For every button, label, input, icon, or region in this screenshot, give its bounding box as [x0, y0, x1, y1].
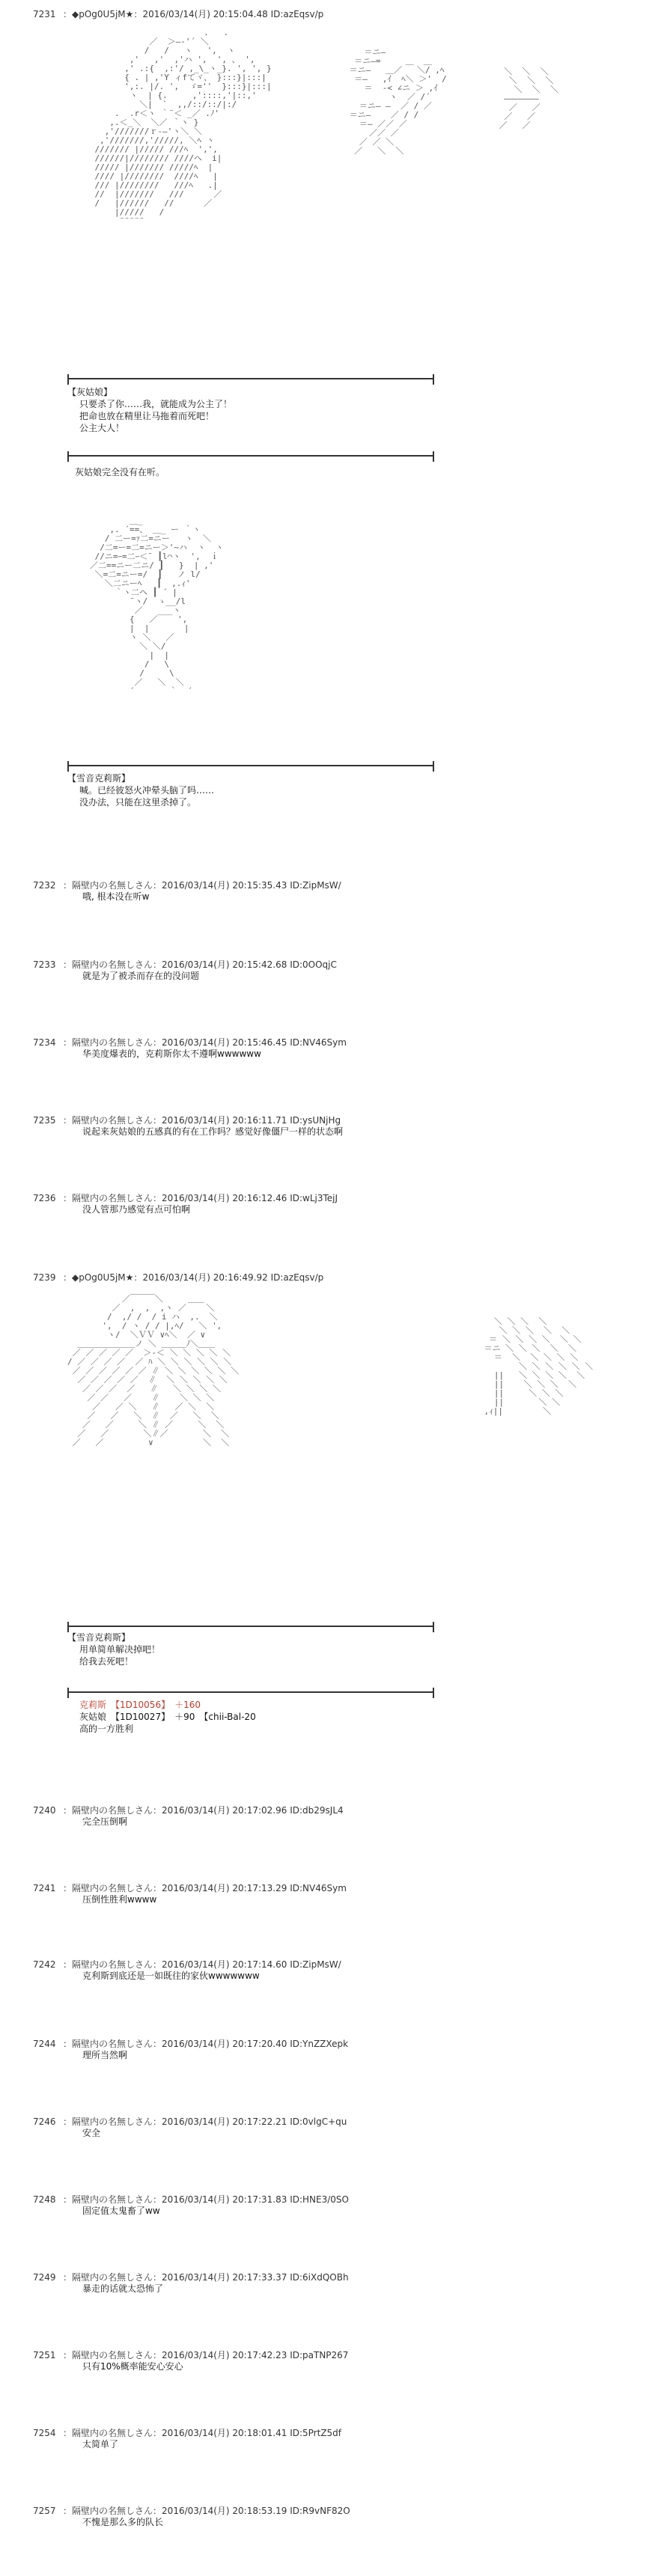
post-number[interactable]: 7234: [33, 1037, 56, 1048]
post-number[interactable]: 7233: [33, 959, 56, 970]
post-header: 7242 ：隔壁内の名無しさん：2016/03/14(月) 20:17:14.60 ID:ZipMsW/: [33, 1959, 341, 1970]
dialogue-box: [67, 1632, 160, 1667]
poster-name: 隔壁内の名無しさん: [72, 2272, 153, 2283]
dice-total: ＋160: [174, 1700, 201, 1710]
poster-name: 隔壁内の名無しさん: [72, 1883, 153, 1893]
poster-id[interactable]: ID:YnZZXepk: [290, 2039, 349, 2049]
post-number[interactable]: 7257: [33, 2506, 56, 2516]
post-date: 2016/03/14(月) 20:17:33.37: [162, 2272, 287, 2283]
post-date: 2016/03/14(月) 20:17:02.96: [162, 1805, 287, 1816]
poster-id[interactable]: ID:db29sJL4: [290, 1805, 344, 1816]
dice-name: 克莉斯: [79, 1700, 107, 1710]
post-number[interactable]: 7244: [33, 2039, 56, 2049]
poster-id[interactable]: ID:5PrtZ5df: [290, 2428, 342, 2438]
poster-id[interactable]: ID:ZipMsW/: [290, 1959, 341, 1970]
post-number[interactable]: 7239: [33, 1272, 56, 1283]
post-body: 说起来灰姑娘的五感真的有在工作吗？感觉好像僵尸一样的状态啊: [82, 1126, 344, 1137]
dialogue-line: 把命也放在精里让马拖着而死吧！: [79, 411, 215, 421]
post-body: 压倒性胜利wwww: [82, 1894, 157, 1905]
poster-name: 隔壁内の名無しさん: [72, 1037, 153, 1048]
post-number[interactable]: 7236: [33, 1193, 56, 1203]
post-header: 7233 ：隔壁内の名無しさん：2016/03/14(月) 20:15:42.68 ID:0OOqjC: [33, 959, 337, 970]
post-date: 2016/03/14(月) 20:17:22.21: [162, 2116, 287, 2127]
dialogue-line: 没办法，只能在这里杀掉了。: [79, 797, 197, 808]
aa-battle-scene-right: ＼ ＼ ＼ ＼ ＼ ＼ ＼ ＼ ＼ ＝ ＼ ＼ ＼ ＼ ＼ ＼ ＝ニ ＼ ＼ ＼ ＼ ＼ ＝ ＼ ＼ ＼ ＼ ＼ ＼ ＼ ＼ ＼ ＼ ＼ || ＼ ＼ ＼ ＼ ＼ || ＼ ＼ ＼ ＼ || ＼ ＼ ＼ || ＼ ＼ ,ｨ|| ＼: [484, 1316, 594, 1416]
poster-id[interactable]: ID:6iXdQOBh: [290, 2272, 349, 2283]
post-header: 7236 ：隔壁内の名無しさん：2016/03/14(月) 20:16:12.46 ID:wLj3TejJ: [33, 1193, 338, 1203]
dice-row-chris: [79, 1699, 256, 1711]
dialogue-line: 公主大人！: [79, 423, 125, 433]
post-number[interactable]: 7235: [33, 1115, 56, 1126]
post-body: 华美度爆表的，克莉斯你太不遵啊wwwwww: [82, 1049, 261, 1059]
post-header: 7241 ：隔壁内の名無しさん：2016/03/14(月) 20:17:13.29 ID:NV46Sym: [33, 1883, 347, 1893]
poster-name: 隔壁内の名無しさん: [72, 1193, 153, 1203]
post-header: 7239 ：◆pOg0U5jM★：2016/03/14(月) 20:16:49.92 ID:azEqsv/p: [33, 1272, 324, 1283]
dialogue-line: 喊。已经彼怒火冲晕头脑了吗……: [79, 785, 215, 796]
poster-id[interactable]: ID:0vlgC+qu: [290, 2116, 347, 2127]
post-date: 2016/03/14(月) 20:18:53.19: [162, 2506, 287, 2516]
dice-roll: 【1D10027】: [115, 1712, 166, 1722]
speaker-label: 【灰姑娘】: [67, 387, 113, 397]
post-body: 暴走的话就太恐怖了: [82, 2283, 164, 2294]
post-header: 7254 ：隔壁内の名無しさん：2016/03/14(月) 20:18:01.41 ID:5PrtZ5df: [33, 2428, 342, 2438]
poster-name: 隔壁内の名無しさん: [72, 1959, 153, 1970]
post-header: 7249 ：隔壁内の名無しさん：2016/03/14(月) 20:17:33.37 ID:6iXdQOBh: [33, 2272, 349, 2283]
post-number[interactable]: 7240: [33, 1805, 56, 1816]
post-number[interactable]: 7246: [33, 2116, 56, 2127]
post-date: 2016/03/14(月) 20:18:01.41: [162, 2428, 287, 2438]
poster-name: 隔壁内の名無しさん: [72, 1805, 153, 1816]
post-date: 2016/03/14(月) 20:16:12.46: [162, 1193, 287, 1203]
post-date: 2016/03/14(月) 20:17:13.29: [162, 1883, 287, 1893]
poster-id[interactable]: ID:wLj3TejJ: [290, 1193, 338, 1203]
post-header: 7251 ：隔壁内の名無しさん：2016/03/14(月) 20:17:42.23 ID:paTNP267: [33, 2350, 349, 2360]
post-header: 7234 ：隔壁内の名無しさん：2016/03/14(月) 20:15:46.45 ID:NV46Sym: [33, 1037, 347, 1048]
post-number[interactable]: 7251: [33, 2350, 56, 2360]
poster-id[interactable]: ID:HNE3/0SO: [290, 2194, 349, 2205]
dialogue-box: [67, 386, 232, 434]
dice-extra: 【chii-Bal-20: [204, 1712, 256, 1722]
post-number[interactable]: 7248: [33, 2194, 56, 2205]
post-number[interactable]: 7242: [33, 1959, 56, 1970]
dice-roll: 【1D10056】: [115, 1700, 166, 1710]
post-body: 哦, 根本没在听w: [82, 891, 150, 902]
post-body: 克利斯到底还是一如既往的家伙wwwwwww: [82, 1971, 260, 1981]
post-date: 2016/03/14(月) 20:16:11.71: [162, 1115, 287, 1126]
post-header: 7246 ：隔壁内の名無しさん：2016/03/14(月) 20:17:22.21 ID:0vlgC+qu: [33, 2116, 347, 2127]
aa-cinderella: . . ／ ＞―‐'´ ＼ / / ヽ ', ヽ ,' ,' ,'ハ ', ', 、 ', ,' .:{ ,:'/ ,_\_ヽ_}. ', ', } { . | ,'Y ィfてヾ、 }:::}|:::| ',:. |/. ', ゞ='' }:::}|:::| ヽ | {. ,'::::,'|::,' ＼| ` ,,/::/::/|:/ . .r＜ヽ ｀¨＜ _／ .ﾉ' ,.＜_＼ ＼／ ｀ヽ } ,'///////ｒ-―'ヽ＼ ＼ ,'///////,'/////, ＼ﾍ ヽ /////// |///// ///ﾍ ',', //////|//////// ////ヘ i| ///// |/////// /////ﾍ | //// |//////// ////ﾍ | /// |//////// ///ﾍ .| // |/////// /// ／ / |////// // ／ |///// / ¨¨¨¨¨: [94, 28, 272, 226]
divider: [67, 765, 434, 766]
post-body: 太简单了: [82, 2439, 119, 2450]
divider: [67, 1691, 434, 1693]
post-number[interactable]: 7231: [33, 9, 56, 19]
post-date: 2016/03/14(月) 20:15:04.48: [142, 9, 268, 19]
poster-name: ◆pOg0U5jM★: [72, 9, 134, 19]
divider: [67, 455, 434, 457]
post-number[interactable]: 7241: [33, 1883, 56, 1893]
post-body: 只有10%概率能安心安心: [82, 2361, 183, 2372]
poster-id[interactable]: ID:ZipMsW/: [290, 880, 341, 891]
dice-name: 灰姑娘: [79, 1712, 107, 1722]
post-body: 没人管那乃感觉有点可怕啊: [82, 1204, 191, 1215]
post-header: 7235 ：隔壁内の名無しさん：2016/03/14(月) 20:16:11.71 ID:ysUNjHg: [33, 1115, 341, 1126]
poster-name: 隔壁内の名無しさん: [72, 959, 153, 970]
post-date: 2016/03/14(月) 20:17:20.40: [162, 2039, 287, 2049]
poster-name: 隔壁内の名無しさん: [72, 2039, 153, 2049]
poster-id[interactable]: ID:NV46Sym: [290, 1037, 347, 1048]
post-number[interactable]: 7249: [33, 2272, 56, 2283]
poster-id[interactable]: ID:0OOqjC: [290, 959, 337, 970]
post-date: 2016/03/14(月) 20:17:42.23: [162, 2350, 287, 2360]
poster-id[interactable]: ID:azEqsv/p: [270, 9, 324, 19]
speaker-label: 【雪音克莉斯】: [67, 773, 131, 784]
post-date: 2016/03/14(月) 20:15:42.68: [162, 959, 287, 970]
post-number[interactable]: 7232: [33, 880, 56, 891]
post-date: 2016/03/14(月) 20:16:49.92: [142, 1272, 268, 1283]
aa-speed-lines: ＝ニ― ＝ニ―= ＿ ＿ ＝ニ― ＿／ ＼/ ,ﾍ ＝― ,ｲ ﾍ＼ ＞' / ＝ ‐< ∠ニ ＞ ,ｲ ヽ ／ /´ ＝ニ― ― ／ / ／ ＝ニ― ／ / / ＝― ／／ ／ ／／ ／ ／ ／ ＼ ／ ＼ ＼: [349, 47, 447, 156]
dialogue-box: [67, 772, 214, 808]
poster-name: 隔壁内の名無しさん: [72, 1115, 153, 1126]
poster-name: 隔壁内の名無しさん: [72, 880, 153, 891]
post-header: 7248 ：隔壁内の名無しさん：2016/03/14(月) 20:17:31.83 ID:HNE3/0SO: [33, 2194, 349, 2205]
poster-name: 隔壁内の名無しさん: [72, 2194, 153, 2205]
aa-battle-scene: ／￣￣￣＼ ＿＿ ／ , , ,ヽ ／ ＼ / ,/ / / i ハ ,. ＼ ', / ヽ / / |,ﾍ/ ＼ ', ヽ/ ＼ＶＶ ∨ﾍ＼ ／ ∨ ＿＿＿＿＿＿＿ノ ＼ ＿＿＿ﾉ＼＿＿ ／ ／ ／ ／ ／ ＞‐＜ ＼ ＼ ＼ ＼ ＼ / ／ ／ ／ ／ ／ ﾊ ＼ ＼ ＼ ＼ ＼ ＼ ／ ／ ／ ／ ／ ／ ∥ ＼ ＼ ＼ ＼ ＼ ＼ ／ ／ ／ ／ ／ ∥ ＼ ＼ ＼ ＼ ＼ ／ ／ ／ ／ ∥ ＼ ＼ ＼ ＼ ／ ／ ／ ∥ ＼ ＼ ＼ ／ ／ ＼ ∥ ／ ＼ ＼ ／ ／ ＼ ∥ ／ ＼ ＼ ／ ／ ＼ ∥ ／ ＼ ＼ ／ ／ ＼∥／ ＼ ＼ ／ ／ ∨ ＼ ＼: [67, 1294, 240, 1447]
post-body: 固定值太鬼畜了ww: [82, 2206, 160, 2216]
poster-name: 隔壁内の名無しさん: [72, 2116, 153, 2127]
post-header: 7244 ：隔壁内の名無しさん：2016/03/14(月) 20:17:20.40 ID:YnZZXepk: [33, 2039, 349, 2049]
poster-id[interactable]: ID:ysUNjHg: [290, 1115, 341, 1126]
poster-name: ◆pOg0U5jM★: [72, 1272, 134, 1283]
dialogue-line: 给我去死吧！: [79, 1656, 134, 1667]
post-header: 7231 ：◆pOg0U5jM★：2016/03/14(月) 20:15:04.48 ID:azEqsv/p: [33, 9, 324, 19]
dice-total: ＋90: [174, 1712, 195, 1722]
post-header: 7232 ：隔壁内の名無しさん：2016/03/14(月) 20:15:35.43 ID:ZipMsW/: [33, 880, 341, 891]
post-date: 2016/03/14(月) 20:15:46.45: [162, 1037, 287, 1048]
divider: [67, 378, 434, 379]
divider: [67, 1626, 434, 1627]
poster-name: 隔壁内の名無しさん: [72, 2428, 153, 2438]
aa-carriage: ＼ ＼ ＼ ＼ ＼ ＼ ＼ ＼ ＼ ――――――― ／ ／ ／ ／ ／ ／: [499, 67, 558, 130]
dice-results: [79, 1699, 256, 1735]
dialogue-line: 用单简单解决掉吧！: [79, 1644, 161, 1655]
poster-id[interactable]: ID:azEqsv/p: [270, 1272, 324, 1283]
post-body: 完全压倒啊: [82, 1816, 128, 1827]
post-date: 2016/03/14(月) 20:17:14.60: [162, 1959, 287, 1970]
poster-id[interactable]: ID:paTNP267: [290, 2350, 349, 2360]
dialogue-line: 只要杀了你……我，就能成为公主了！: [79, 399, 233, 409]
speaker-label: 【雪音克莉斯】: [67, 1632, 131, 1643]
post-header: 7257 ：隔壁内の名無しさん：2016/03/14(月) 20:18:53.19 ID:R9vNF82O: [33, 2506, 350, 2516]
post-body: 就是为了被杀而存在的没问题: [82, 971, 200, 981]
dice-row-cinderella: [79, 1711, 256, 1723]
poster-name: 隔壁内の名無しさん: [72, 2506, 153, 2516]
post-body: 理所当然啊: [82, 2050, 128, 2060]
post-date: 2016/03/14(月) 20:15:35.43: [162, 880, 287, 891]
post-body: 安全: [82, 2128, 101, 2138]
post-body: 不愧是那么多的队长: [82, 2517, 164, 2527]
narration: 灰姑娘完全没有在听。: [75, 467, 165, 477]
poster-id[interactable]: ID:R9vNF82O: [290, 2506, 350, 2516]
aa-chris: ＿_ ,. ´==、 ＿_ ー ｀ヽ / 二ー=ｧ二=ニー ヽ ＼ /二=ー=二=ニー＞'~ハ ヽ ヽ //ニ=ｰ=二ｰ＜¨ ┃l⌒ヽ ', ｉ ／二==ニー二ニ/ ┃ } | ,' ＼=二=ニー=/ ┃ ノ l/ ＼二ニーﾍ ┃ ,.ｨ' ｀ヽ二ヘ ┃ ´ | ¨ヽ/ ゝ__/l ／ ___ヽ { ／ ', | | | ヽ ＼ ／ ＼ ＼/ | | / \ / \ ／ ＼ ＼ ´ ｀ ´: [90, 516, 224, 696]
dice-result: 高的一方胜利: [79, 1724, 134, 1734]
post-header: 7240 ：隔壁内の名無しさん：2016/03/14(月) 20:17:02.96 ID:db29sJL4: [33, 1805, 344, 1816]
poster-id[interactable]: ID:NV46Sym: [290, 1883, 347, 1893]
post-date: 2016/03/14(月) 20:17:31.83: [162, 2194, 287, 2205]
poster-name: 隔壁内の名無しさん: [72, 2350, 153, 2360]
post-number[interactable]: 7254: [33, 2428, 56, 2438]
